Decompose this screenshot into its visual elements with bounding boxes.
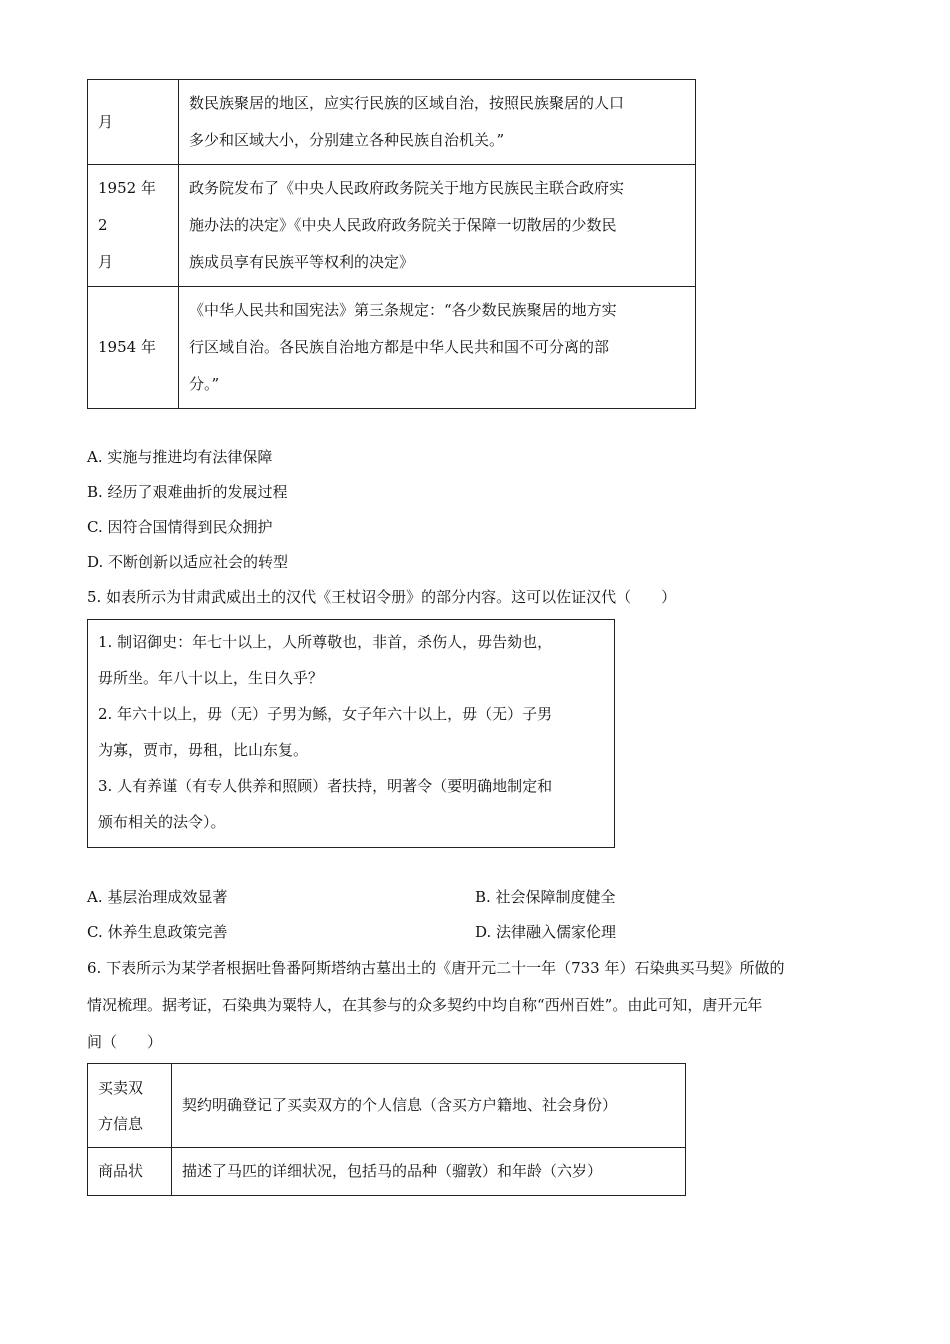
q5-option-b: B. 社会保障制度健全 [475,888,616,906]
q5-option-d: D. 法律融入儒家伦理 [475,923,617,941]
source-line: 为寡，贾市，毋租，比山东复。 [98,741,309,759]
date-cell [88,287,179,409]
option-d: D. 不断创新以适应社会的转型 [87,553,289,571]
table-horse-contract [87,1063,686,1196]
label-cell [88,1064,172,1148]
content-cell [179,287,696,409]
date-text: 月 [98,112,114,131]
question-6-stem-line: 间（ ） [87,1033,163,1051]
date-line: 月 [98,253,114,271]
table-row [88,80,696,165]
date-cell [88,165,179,287]
option-c: C. 因符合国情得到民众拥护 [87,518,273,536]
content-cell [179,80,696,165]
label-line: 商品状 [98,1162,144,1180]
content-text: 描述了马匹的详细状况，包括马的品种（骝敦）和年龄（六岁） [182,1162,603,1180]
content-cell [179,165,696,287]
label-line: 买卖双 [98,1078,144,1097]
content-text: 契约明确登记了买卖双方的个人信息（含买方户籍地、社会身份） [182,1096,618,1114]
table-row [88,1148,686,1196]
table-row [88,165,696,287]
content-cell [172,1148,686,1196]
q5-option-c: C. 休养生息政策完善 [87,923,228,941]
question-6-stem-line: 6. 下表所示为某学者根据吐鲁番阿斯塔纳古墓出土的《唐开元二十一年（733 年）石染典买马契》所做的 [87,959,785,977]
source-line: 3. 人有养谨（有专人供养和照顾）者扶持，明著令（要明确地制定和 [98,777,553,795]
option-b: B. 经历了艰难曲折的发展过程 [87,483,288,501]
q5-source-box [87,619,615,848]
date-line: 1952 年 2 [98,179,156,234]
table-row [88,1064,686,1148]
content-line: 行区域自治。各民族自治地方都是中华人民共和国不可分离的部 [189,338,610,356]
content-line: 数民族聚居的地区，应实行民族的区域自治，按照民族聚居的人口 [189,94,625,112]
content-line: 《中华人民共和国宪法》第三条规定：“各少数民族聚居的地方实 [189,301,617,319]
content-line: 政务院发布了《中央人民政府政务院关于地方民族民主联合政府实 [189,179,625,197]
content-line: 施办法的决定》《中央人民政府政务院关于保障一切散居的少数民 [189,216,617,234]
source-line: 颁布相关的法令）。 [98,813,226,831]
label-cell [88,1148,172,1196]
source-line: 2. 年六十以上，毋（无）子男为鲧，女子年六十以上，毋（无）子男 [98,705,553,723]
date-cell [88,80,179,165]
table-ethnic-autonomy [87,79,696,409]
option-a: A. 实施与推进均有法律保障 [87,448,273,466]
label-line: 方信息 [98,1114,144,1133]
content-line: 分。” [189,375,220,393]
content-line: 多少和区域大小，分别建立各种民族自治机关。” [189,131,505,149]
table-row [88,287,696,409]
question-6-stem-line: 情况梳理。据考证，石染典为粟特人，在其参与的众多契约中均自称“西州百姓”。由此可知，唐开元年 [87,996,763,1014]
source-line: 1. 制诏御史：年七十以上，人所尊敬也，非首，杀伤人，毋告劾也， [98,633,553,651]
q5-option-a: A. 基层治理成效显著 [87,888,228,906]
content-line: 族成员享有民族平等权利的决定》 [189,253,415,271]
source-line: 毋所坐。年八十以上，生日久乎？ [98,669,324,687]
content-cell [172,1064,686,1148]
date-text: 1954 年 [98,338,156,356]
question-5-stem: 5. 如表所示为甘肃武威出土的汉代《王杖诏令册》的部分内容。这可以佐证汉代（ ） [87,588,677,606]
